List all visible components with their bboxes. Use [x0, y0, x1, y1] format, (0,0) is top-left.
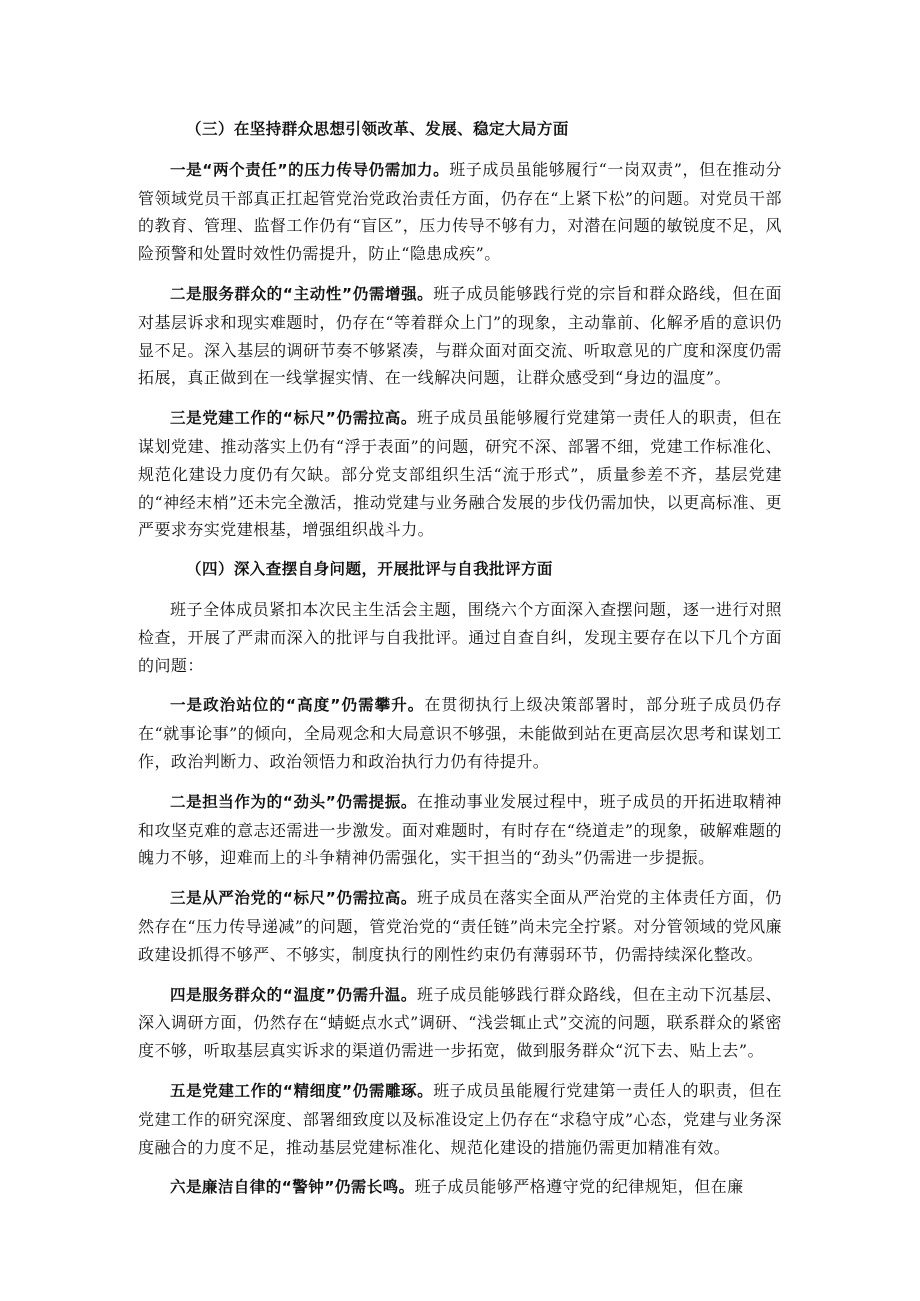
section-heading-4: （四）深入查摆自身问题，开展批评与自我批评方面 [186, 560, 553, 579]
paragraph-body: 班子成员虽能够履行党建第一责任人的职责，但在谋划党建、推动落实上仍有“浮于表面”的问题，研究不深、部署不细，党建工作标准化、规范化建设力度仍有欠缺。部分党支部组织生活“流于形式”，质量参差不齐，基层党建的“神经末梢”还未完全激活，推动党建与业务融合发展的步伐仍需加快，以更高标准、更严要求夯实党建根基，增强组织战斗力。 [138, 408, 782, 540]
paragraph-lead: 一是政治站位的“高度”仍需攀升。 [170, 696, 425, 715]
paragraph-lead: 三是党建工作的“标尺”仍需拉高。 [170, 409, 417, 428]
paragraph-lead: 一是“两个责任”的压力传导仍需加力。 [170, 160, 450, 179]
section-heading-3: （三）在坚持群众思想引领改革、发展、稳定大局方面 [186, 120, 569, 138]
paragraph [138, 1077, 782, 1161]
paragraph-body: 班子成员虽能履行党建第一责任人的职责，但在党建工作的研究深度、部署细致度以及标准设定上仍存在“求稳守成”心态，党建与业务深度融合的力度不足，推动基层党建标准化、规范化建设的措施仍需更加精准有效。 [138, 1080, 782, 1157]
paragraph [138, 156, 782, 268]
paragraph-body: 班子成员虽能够履行“一岗双责”，但在推动分管领域党员干部真正扛起管党治党政治责任方面，仍存在“上紧下松”的问题。对党员干部的教育、管理、监督工作仍有“盲区”，压力传导不够有力，对潜在问题的敏锐度不足，风险预警和处置时效性仍需提升，防止“隐患成疾”。 [138, 159, 782, 264]
paragraph [138, 691, 782, 775]
paragraph [138, 404, 782, 544]
paragraph-lead: 二是服务群众的“主动性”仍需增强。 [170, 284, 434, 303]
paragraph-lead: 三是从严治党的“标尺”仍需拉高。 [170, 889, 417, 908]
paragraph-body: 在推动事业发展过程中，班子成员的开拓进取精神和攻坚克难的意志还需进一步激发。面对难题时，有时存在“绕道走”的现象，破解难题的魄力不够，迎难而上的斗争精神仍需强化，实干担当的“劲头”仍需进一步提振。 [138, 791, 782, 868]
paragraph-body: 班子全体成员紧扣本次民主生活会主题，围绕六个方面深入查摆问题，逐一进行对照检查，开展了严肃而深入的批评与自我批评。通过自查自纠，发现主要存在以下几个方面的问题： [138, 599, 782, 675]
paragraph-lead: 四是服务群众的“温度”仍需升温。 [170, 985, 417, 1004]
paragraph [138, 1173, 782, 1202]
paragraph-lead: 六是廉洁自律的“警钟”仍需长鸣。 [170, 1178, 415, 1197]
paragraph-lead: 二是担当作为的“劲头”仍需提振。 [170, 792, 417, 811]
paragraph [138, 788, 782, 872]
paragraph [138, 981, 782, 1065]
paragraph-lead: 五是党建工作的“精细度”仍需雕琢。 [170, 1081, 434, 1100]
paragraph [138, 596, 782, 679]
paragraph-body: 班子成员能够严格遵守党的纪律规矩，但在廉 [414, 1177, 744, 1197]
paragraph-body: 班子成员能够践行群众路线，但在主动下沉基层、深入调研方面，仍然存在“蜻蜓点水式”调研、“浅尝辄止式”交流的问题，联系群众的紧密度不够，听取基层真实诉求的渠道仍需进一步拓宽，做到服务群众“沉下去、贴上去”。 [138, 984, 782, 1061]
paragraph-body: 班子成员能够践行党的宗旨和群众路线，但在面对基层诉求和现实难题时，仍存在“等着群众上门”的现象，主动靠前、化解矛盾的意识仍显不足。深入基层的调研节奏不够紧凑，与群众面对面交流、听取意见的广度和深度仍需拓展，真正做到在一线掌握实情、在一线解决问题，让群众感受到“身边的温度”。 [138, 283, 782, 388]
paragraph-body: 在贯彻执行上级决策部署时，部分班子成员仍存在“就事论事”的倾向，全局观念和大局意识不够强，未能做到站在更高层次思考和谋划工作，政治判断力、政治领悟力和政治执行力仍有待提升。 [138, 695, 782, 771]
paragraph-body: 班子成员在落实全面从严治党的主体责任方面，仍然存在“压力传导递减”的问题，管党治党的“责任链”尚未完全拧紧。对分管领域的党风廉政建设抓得不够严、不够实，制度执行的刚性约束仍有薄弱环节，仍需持续深化整改。 [138, 888, 782, 964]
paragraph [138, 280, 782, 392]
paragraph [138, 884, 782, 968]
